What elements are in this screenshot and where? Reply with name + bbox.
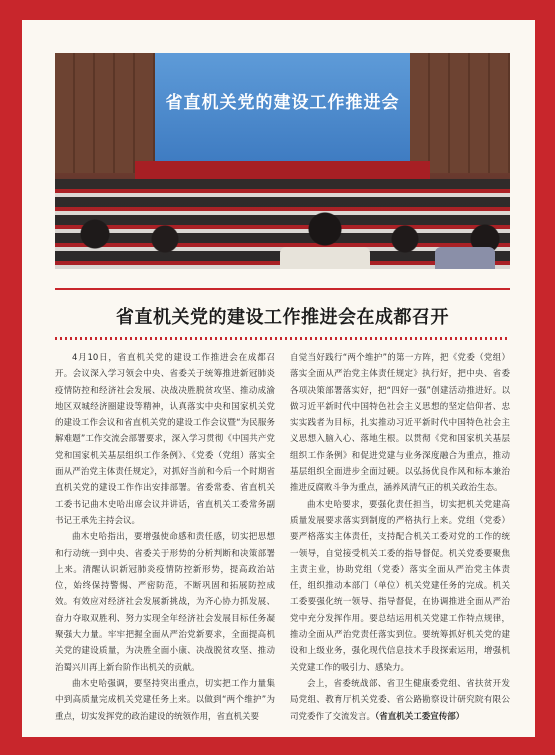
paragraph: 曲木史哈指出，要增强使命感和责任感，切实把思想和行动统一到中央、省委关于形势的分析判断和决策部署上来。清醒认识新冠肺炎疫情防控新形势，提高政治站位，始终保持警惕、严密防范，不断巩固和拓展防控成效。有效应对经济社会发展新挑战，为齐心协力抓发展、奋力夺取双胜利、努力实现全年经济社会发展目标任务凝聚强大力量。牢牢把握全面从严治党新要求，全面提高机关党的建设质量，为决胜全面小康、决战脱贫攻坚、推动治蜀兴川再上新台阶作出机关的贡献。 <box>55 532 275 673</box>
article-title: 省直机关党的建设工作推进会在成都召开 <box>116 307 449 328</box>
wood-wall-right <box>410 53 510 173</box>
meeting-photo <box>55 53 510 269</box>
article-body <box>55 350 510 722</box>
stage-screen <box>155 53 410 161</box>
front-attendee <box>280 247 370 269</box>
screen-banner-text: 省直机关党的建设工作推进会 <box>165 92 400 113</box>
paragraph: 4月10日，省直机关党的建设工作推进会在成都召开。会议深入学习领会中央、省委关于统筹推进新冠肺炎疫情防控和经济社会发展、决战决胜脱贫攻坚、推动成渝地区双城经济圈建设等精神，认真落实中央和国家机关党的建设工作会议和省直机关党的建设工作会议暨“为民服务解难题”工作交流会部署要求，深入学习贯彻《中国共产党党和国家机关基层组织工作条例》、《党委（党组）落实全面从严治党主体责任规定》，对抓好当前和今后一个时期省直机关党的建设工作作出安排部署。省委常委、省直机关工委书记曲木史哈出席会议并讲话，省直机关工委常务副书记王承先主持会议。 <box>55 353 275 526</box>
presidium-table <box>135 161 430 179</box>
dotted-divider <box>55 337 510 340</box>
wood-wall-left <box>55 53 155 173</box>
paragraph-text: 会上，省委统战部、省卫生健康委党组、省扶贫开发局党组、教育厅机关党委、省公路勘察设计研究院有限公司党委作了交流发言。 <box>290 678 510 722</box>
paragraph: 自觉当好践行“两个维护”的第一方阵，把《党委（党组）落实全面从严治党主体责任规定》执行好，把中央、省委各项决策部署落实好，把“四好一强”创建活动推进好。以做习近平新时代中国特色社会主义思想的坚定信仰者、忠实实践者为目标，扎实推动习近平新时代中国特色社会主义思想入脑入心、落地生根。以贯彻《党和国家机关基层组织工作条例》和促进党建与业务深度融合为重点，推动基层组织全面进步全面过硬。以弘扬优良作风和标本兼治推进反腐败斗争为重点，涵养风清气正的机关政治生态。 <box>290 353 510 494</box>
side-attendee <box>435 247 495 269</box>
article-source: （省直机关工委宣传部） <box>375 711 465 722</box>
magazine-page <box>22 20 535 737</box>
column-left <box>55 350 275 722</box>
column-right <box>290 350 510 722</box>
paragraph: 曲木史哈强调，要坚持突出重点，切实把工作力量集中到高质量完成机关党建任务上来。以做到“两个维护”为重点，切实发挥党的政治建设的统领作用，省直机关要 <box>55 678 275 722</box>
audience-heads <box>55 209 510 269</box>
title-divider <box>55 288 510 290</box>
paragraph: 曲木史哈要求，要强化责任担当，切实把机关党建高质量发展要求落实到制度的严格执行上来。党组（党委）要严格落实主体责任，支持配合机关工委对党的工作的统一领导，自觉接受机关工委的指导督促。机关党委要聚焦主责主业，协助党组（党委）落实全面从严治党主体责任，组织推动本部门（单位）机关党建任务的完成。机关工委要强化统一领导、指导督促，在协调推进全面从严治党中充分发挥作用。要总结运用机关党建工作特点规律，推动全面从严治党责任落实到位。要统筹抓好机关党的建设和上级业务，强化现代信息技术手段探索运用，增强机关党建工作的吸引力、感染力。 <box>290 499 510 673</box>
paragraph <box>290 676 510 725</box>
